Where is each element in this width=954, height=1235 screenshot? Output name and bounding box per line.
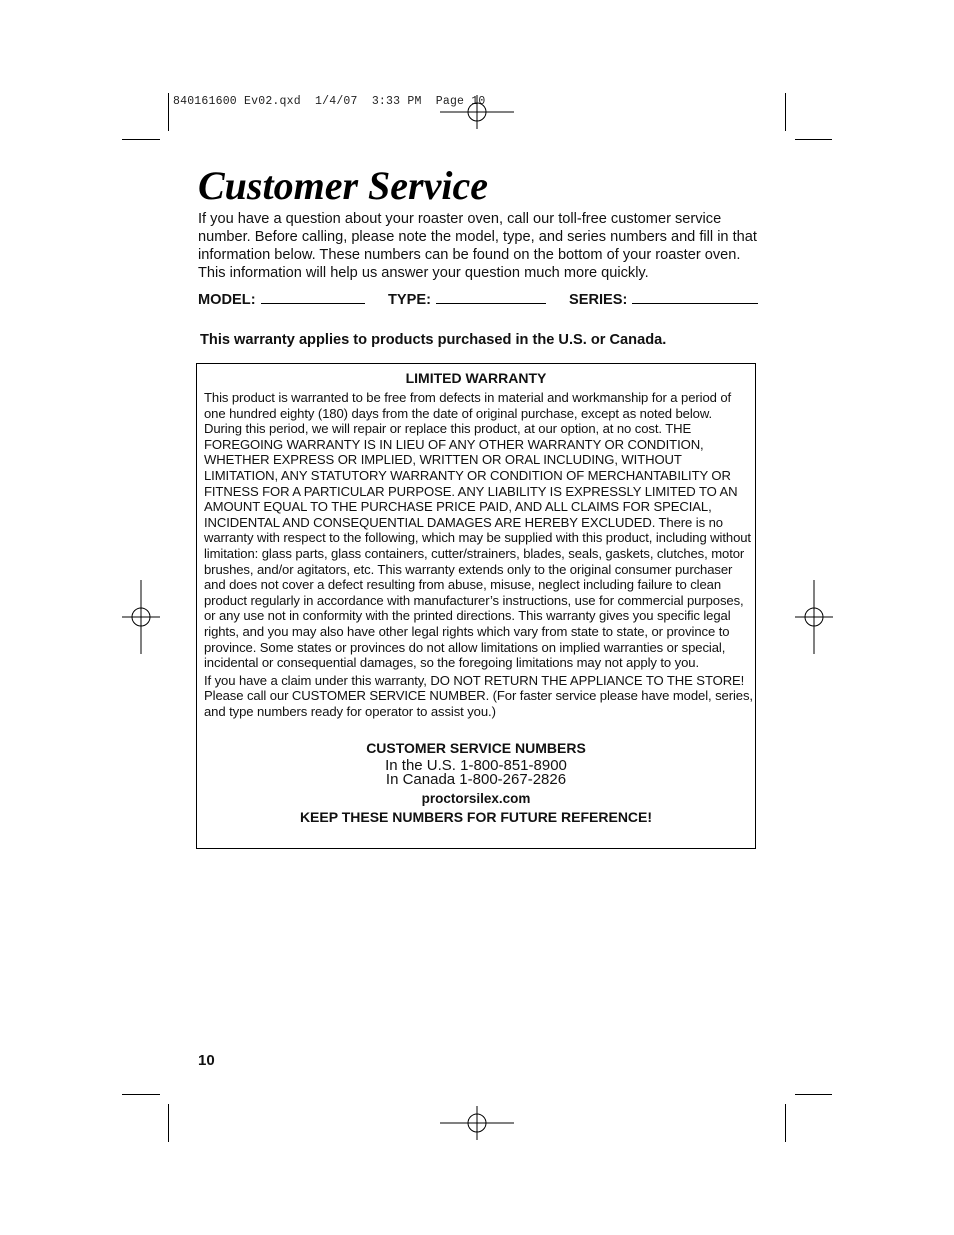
keep-numbers-note: KEEP THESE NUMBERS FOR FUTURE REFERENCE!	[299, 809, 653, 825]
crop-mark-bottom-left-horizontal	[122, 1094, 160, 1095]
model-blank-line	[261, 290, 365, 304]
crop-mark-top-right-vertical	[785, 93, 786, 131]
crop-mark-bottom-left-vertical	[168, 1104, 169, 1142]
warranty-terms-paragraph: This product is warranted to be free from defects in material and workmanship for a period of one hundred eighty (180) days from the date of original purchase, except as noted below. During this period, we will repair or replace this product, at our option, at no cost. THE FOREGOING WARRANTY IS IN LIEU OF ANY OTHER WARRANTY OR CONDITION, WHETHER EXPRESS OR IMPLIED, WRITTEN OR ORAL INCLUDING, WITHOUT LIMITATION, ANY STATUTORY WARRANTY OR CONDITION OF MERCHANTABILITY OR FITNESS FOR A PARTICULAR PURPOSE. ANY LIABILITY IS EXPRESSLY LIMITED TO AN AMOUNT EQUAL TO THE PURCHASE PRICE PAID, AND ALL CLAIMS FOR SPECIAL, INCIDENTAL AND CONSEQUENTIAL DAMAGES ARE HEREBY EXCLUDED. There is no warranty with respect to the following, which may be supplied with this product, including without limitation: glass parts, glass containers, cutter/strainers, blades, seals, gaskets, clutches, motor brushes, and/or agitators, etc. This warranty extends only to the original consumer purchaser and does not cover a defect resulting from abuse, misuse, neglect including failure to clean product regularly in accordance with manufacturer’s instructions, use for commercial purposes, or any use not in conformity with the printed directions. This warranty gives you specific legal rights, and you may also have other legal rights which vary from state to state, or province to province. Some states or provinces do not allow limitations on implied warranties or special, incidental or consequential damages, so the foregoing limitations may not apply to you.	[204, 390, 751, 671]
registration-mark-left-icon	[104, 580, 178, 654]
crop-mark-bottom-right-horizontal	[795, 1094, 832, 1095]
crop-mark-top-left-horizontal	[122, 139, 160, 140]
print-slug-line: 840161600 Ev02.qxd 1/4/07 3:33 PM Page 10	[173, 95, 486, 108]
series-blank-line	[632, 290, 758, 304]
series-label: SERIES:	[569, 292, 628, 308]
warranty-title: LIMITED WARRANTY	[405, 370, 547, 386]
website: proctorsilex.com	[421, 791, 531, 806]
registration-mark-top-icon	[440, 75, 514, 149]
type-field	[388, 290, 546, 308]
intro-paragraph: If you have a question about your roaster oven, call our toll-free customer service number. Before calling, please note the model, type, and series numbers and fill in that information below. These numbers can be found on the bottom of your roaster oven. This information will help us answer your question much more quickly.	[198, 211, 757, 281]
registration-mark-right-icon	[777, 580, 851, 654]
us-phone-number: In the U.S. 1-800-851-8900	[385, 757, 567, 774]
series-field	[569, 290, 758, 308]
registration-mark-bottom-icon	[440, 1086, 514, 1160]
type-blank-line	[436, 290, 546, 304]
model-label: MODEL:	[198, 292, 256, 308]
canada-phone-number: In Canada 1-800-267-2826	[385, 771, 567, 788]
crop-mark-bottom-right-vertical	[785, 1104, 786, 1142]
warranty-body	[204, 390, 753, 719]
page-title: Customer Service	[198, 163, 488, 208]
service-numbers-title: CUSTOMER SERVICE NUMBERS	[366, 740, 586, 756]
type-label: TYPE:	[388, 292, 431, 308]
crop-mark-top-right-horizontal	[795, 139, 832, 140]
page-number: 10	[198, 1052, 215, 1069]
warranty-claim-paragraph: If you have a claim under this warranty, DO NOT RETURN THE APPLIANCE TO THE STORE! Please call our CUSTOMER SERVICE NUMBER. (For faster service please have model, series, and type numbers ready for operator to assist you.)	[204, 672, 753, 719]
model-field	[198, 290, 365, 308]
crop-mark-top-left-vertical	[168, 93, 169, 131]
limited-warranty-box	[196, 363, 756, 849]
warranty-scope-note: This warranty applies to products purchased in the U.S. or Canada.	[200, 332, 667, 348]
